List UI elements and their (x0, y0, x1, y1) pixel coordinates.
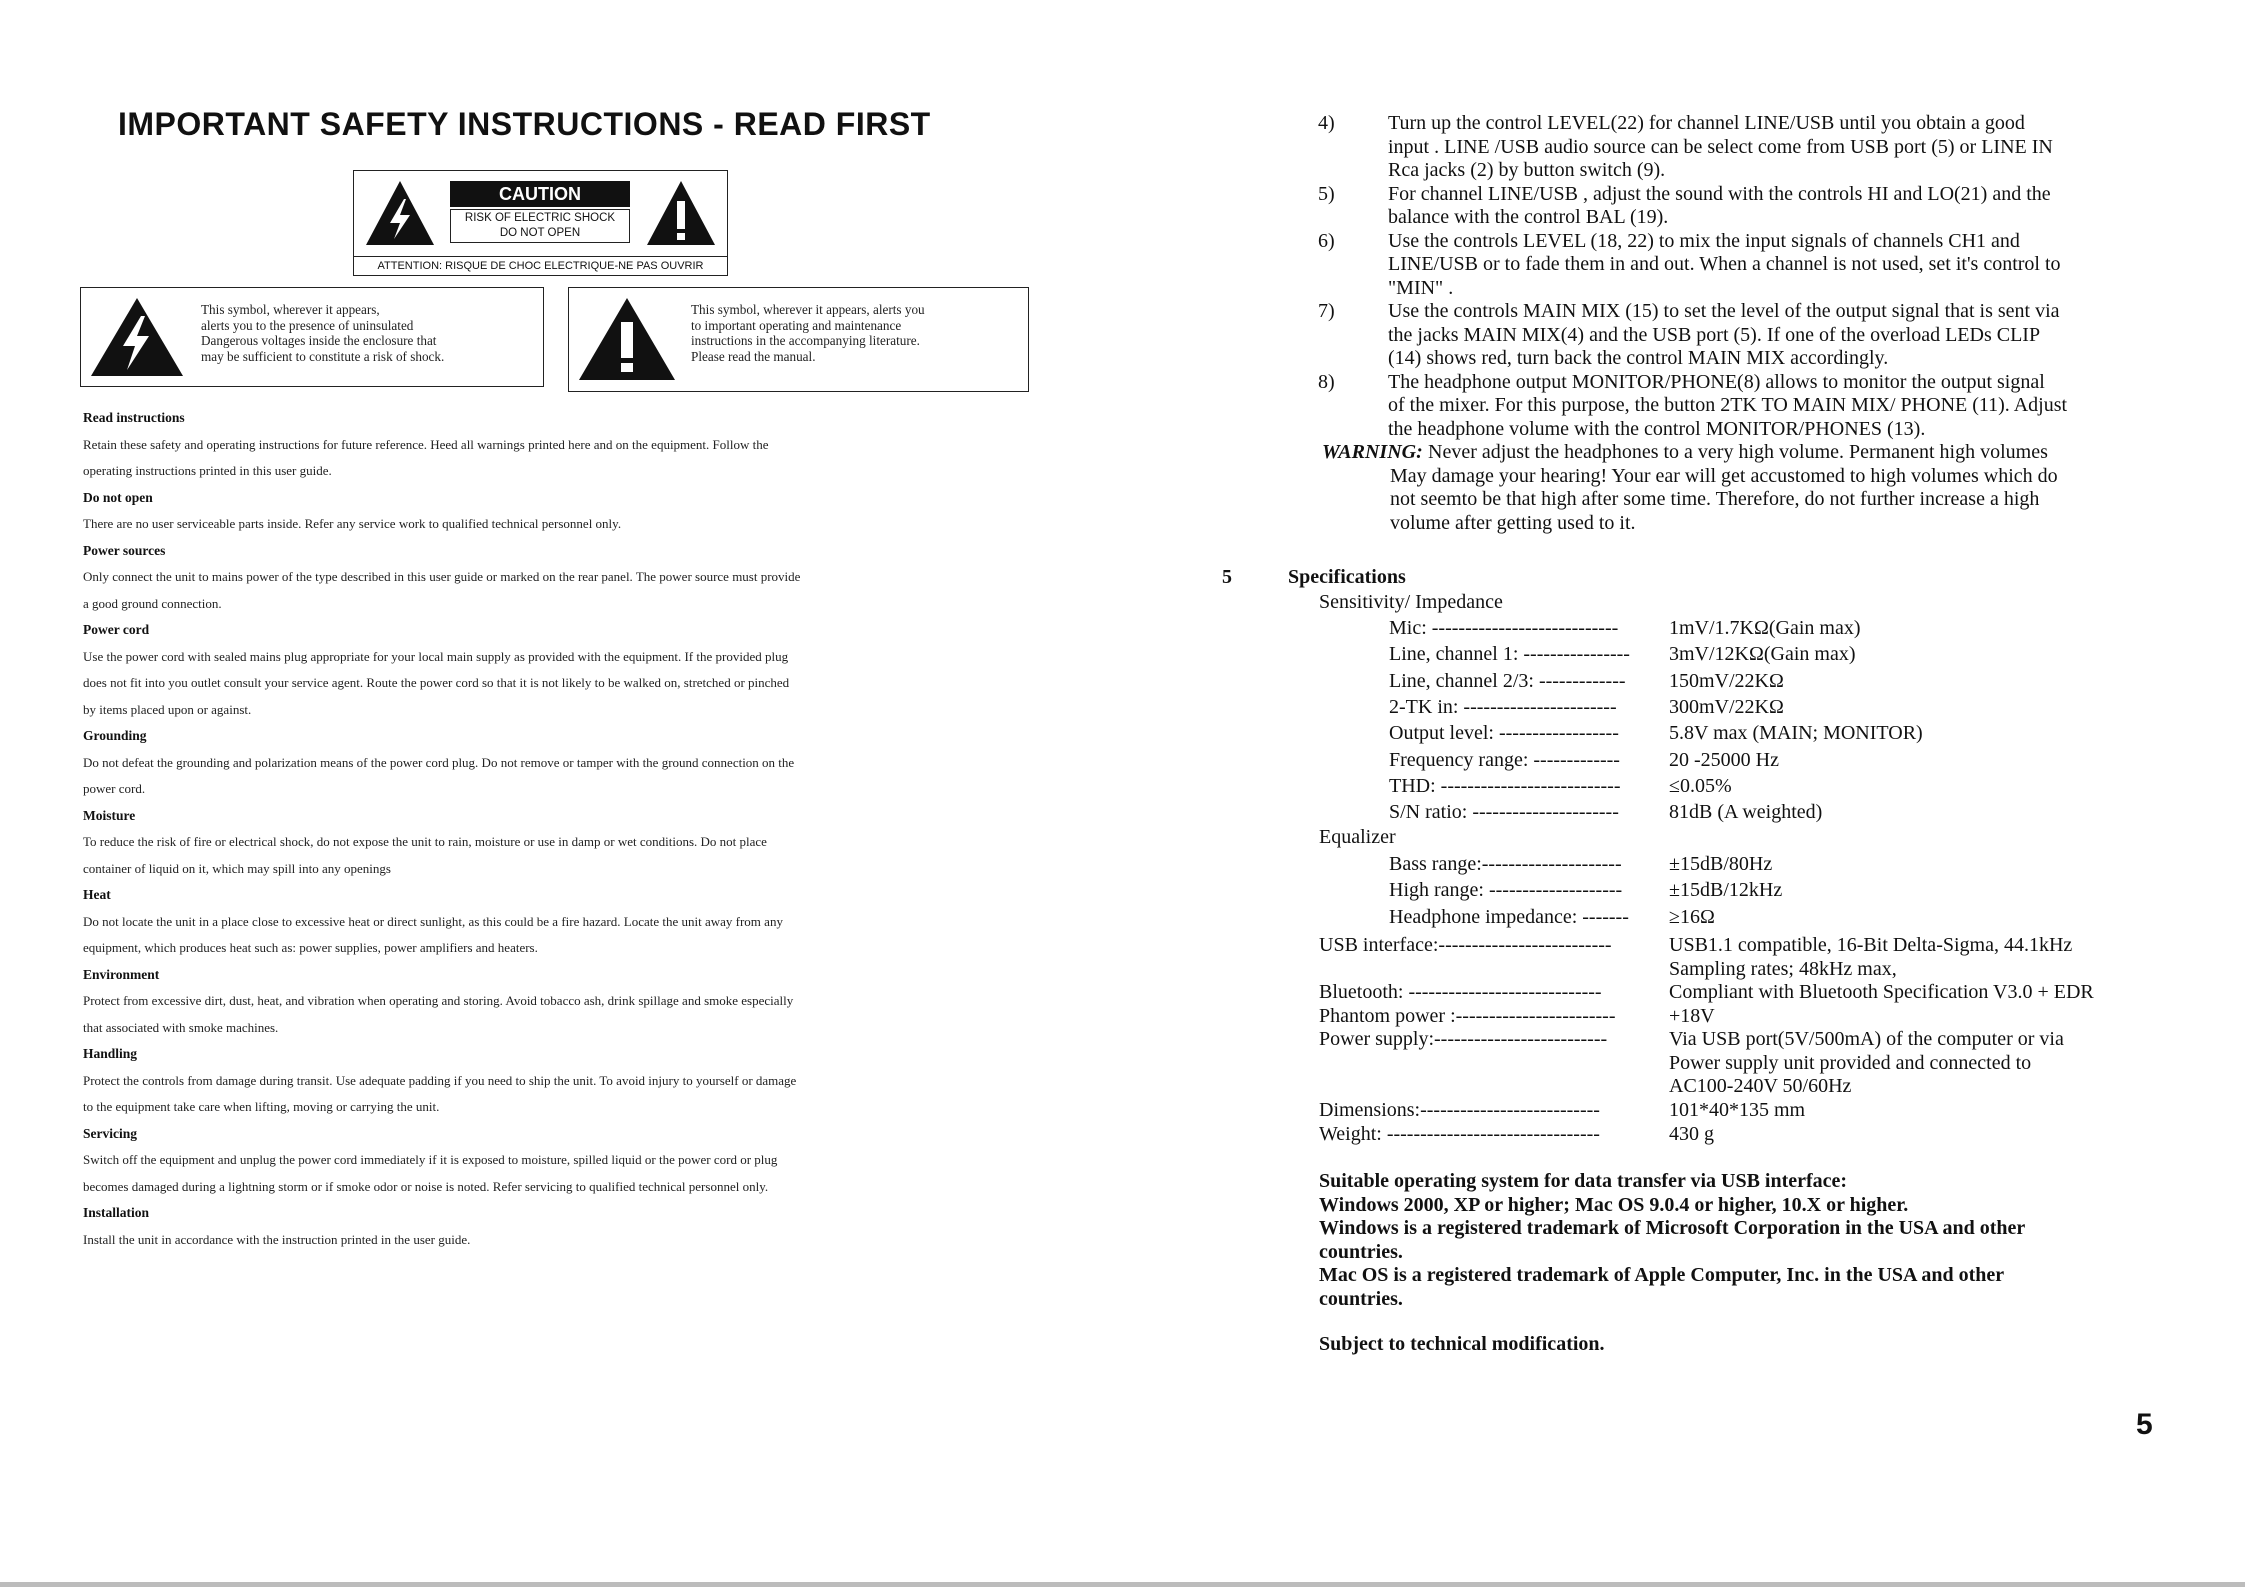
exclamation-symbol-explanation (568, 287, 1029, 392)
caution-heading: CAUTION (450, 181, 630, 207)
caution-risk-line: RISK OF ELECTRIC SHOCK (464, 212, 616, 224)
step-text-line: Use the controls MAIN MIX (15) to set the level of the output signal that is sent via (1388, 300, 2060, 322)
spec-value: ±15dB/12kHz (1669, 879, 1783, 902)
spec-label: Mic: ---------------------------- (1389, 617, 1619, 639)
spec-label: Line, channel 2/3: ------------- (1389, 669, 1626, 692)
spec-group-heading: Equalizer (1319, 826, 1396, 848)
os-note-line: Suitable operating system for data transfer via USB interface: (1319, 1170, 1848, 1192)
spec-label: S/N ratio: ---------------------- (1389, 801, 1619, 824)
safety-body-line: Protect from excessive dirt, dust, heat, and vibration when operating and storing. Avoid tobacco ash, drink spillage and smoke especially (83, 993, 794, 1008)
safety-body-line: Do not locate the unit in a place close to excessive heat or direct sunlight, as this could be a fire hazard. Locate the unit away from any (83, 913, 783, 929)
spec-value: Power supply unit provided and connected to (1669, 1051, 2032, 1074)
safety-heading: Heat (83, 887, 111, 902)
safety-body-line: does not fit into you outlet consult your service agent. Route the power cord so that it is not likely to be walked on, stretched or pinched (83, 675, 790, 690)
spec-label: High range: -------------------- (1389, 879, 1623, 902)
step-text-line: Turn up the control LEVEL(22) for channel LINE/USB until you obtain a good (1388, 112, 2025, 134)
step-number: 4) (1318, 112, 1335, 134)
spec-label: Line, channel 1: ---------------- (1389, 643, 1630, 666)
spec-label: Phantom power :------------------------ (1319, 1005, 1616, 1027)
spec-group-heading: Sensitivity/ Impedance (1319, 591, 1503, 613)
symbol-description-line: may be sufficient to constitute a risk of shock. (201, 348, 445, 364)
os-note-line: Windows 2000, XP or higher; Mac OS 9.0.4 or higher, 10.X or higher. (1319, 1193, 1909, 1216)
spec-label: USB interface:-------------------------- (1319, 934, 1612, 956)
step-item (1318, 230, 2178, 301)
section-title: Specifications (1288, 566, 1406, 588)
safety-body-line: Install the unit in accordance with the instruction printed in the user guide. (83, 1231, 471, 1247)
caution-risk-line: DO NOT OPEN (499, 227, 581, 239)
spec-value: ≥16Ω (1669, 905, 1715, 928)
warning-label: WARNING: (1322, 441, 1423, 463)
step-text-line: (14) shows red, turn back the control MAIN MIX accordingly. (1388, 347, 1889, 369)
safety-heading: Handling (83, 1046, 138, 1061)
os-note-line: Mac OS is a registered trademark of Apple Computer, Inc. in the USA and other (1319, 1264, 2005, 1287)
lightning-warning-icon (89, 296, 185, 378)
step-item (1318, 371, 2178, 442)
caution-attention-text: ATTENTION: RISQUE DE CHOC ELECTRIQUE-NE PAS OUVRIR (354, 256, 727, 275)
symbol-description (691, 302, 1016, 364)
step-text-line: of the mixer. For this purpose, the button 2TK TO MAIN MIX/ PHONE (11). Adjust (1388, 394, 2068, 416)
spec-label: Bluetooth: ----------------------------- (1319, 981, 1602, 1003)
step-text-line: input . LINE /USB audio source can be select come from USB port (5) or LINE IN (1388, 135, 2053, 158)
operating-system-notes (1319, 1170, 2199, 1312)
step-text-line: For channel LINE/USB , adjust the sound with the controls HI and LO(21) and the (1388, 182, 2051, 205)
step-item (1318, 183, 2178, 230)
safety-heading: Grounding (83, 728, 147, 743)
safety-heading: Power cord (83, 622, 150, 637)
spec-label: Weight: -------------------------------- (1319, 1123, 1600, 1145)
spec-value: 5.8V max (MAIN; MONITOR) (1669, 722, 1923, 745)
step-text-line: Use the controls LEVEL (18, 22) to mix the input signals of channels CH1 and (1388, 229, 2020, 252)
step-text-line: "MIN" . (1388, 276, 1454, 299)
safety-heading: Environment (83, 966, 160, 982)
safety-body-line: Retain these safety and operating instructions for future reference. Heed all warnings printed here and on the equipment. Follow the (83, 436, 769, 452)
safety-body-line: operating instructions printed in this user guide. (83, 463, 332, 478)
spec-value: 101*40*135 mm (1669, 1099, 1806, 1121)
warning-block (1318, 441, 2178, 535)
spec-value: Sampling rates; 48kHz max, (1669, 957, 1897, 980)
step-text-line: LINE/USB or to fade them in and out. When a channel is not used, set it's control to (1388, 253, 2061, 275)
spec-value: Via USB port(5V/500mA) of the computer or via (1669, 1028, 2064, 1050)
spec-label: 2-TK in: ----------------------- (1389, 695, 1617, 718)
safety-heading: Read instructions (83, 410, 185, 425)
spec-label: Bass range:--------------------- (1389, 853, 1622, 875)
safety-body-line: power cord. (83, 781, 146, 796)
safety-body-line: to the equipment take care when lifting, moving or carrying the unit. (83, 1099, 440, 1114)
exclamation-warning-icon (577, 296, 677, 382)
os-note-line: countries. (1319, 1240, 1403, 1263)
spec-value: 430 g (1669, 1123, 1714, 1145)
spec-value: 1mV/1.7KΩ(Gain max) (1669, 617, 1861, 639)
spec-value: Compliant with Bluetooth Specification V3.0 + EDR (1669, 981, 2094, 1003)
spec-value: 150mV/22KΩ (1669, 669, 1784, 692)
safety-body-line: a good ground connection. (83, 595, 222, 611)
caution-risk-text (450, 209, 630, 243)
lightning-symbol-explanation (80, 287, 544, 387)
safety-body-line: To reduce the risk of fire or electrical shock, do not expose the unit to rain, moisture or use in damp or wet conditions. Do not place (83, 834, 767, 849)
step-text (1388, 112, 2178, 183)
step-number: 8) (1318, 370, 1335, 393)
modification-notice: Subject to technical modification. (1319, 1333, 1605, 1355)
safety-body-line: container of liquid on it, which may spill into any openings (83, 860, 391, 876)
safety-body-line: Only connect the unit to mains power of the type described in this user guide or marked on the rear panel. The power source must provide (83, 569, 801, 584)
safety-body-line: that associated with smoke machines. (83, 1019, 279, 1035)
os-note-line: countries. (1319, 1287, 1403, 1310)
spec-value: AC100-240V 50/60Hz (1669, 1075, 1852, 1098)
safety-body-line: Protect the controls from damage during transit. Use adequate padding if you need to ship the unit. To avoid injury to yourself or damage (83, 1072, 797, 1088)
page-title: IMPORTANT SAFETY INSTRUCTIONS - READ FIRST (118, 106, 931, 142)
spec-label: Headphone impedance: ------- (1389, 905, 1629, 928)
safety-heading: Installation (83, 1205, 150, 1220)
warning-text-line: volume after getting used to it. (1390, 511, 1636, 534)
symbol-description-line: This symbol, wherever it appears, (201, 302, 380, 317)
warning-text-line: not seemto be that high after some time. Therefore, do not further increase a high (1390, 488, 2040, 510)
spec-value: USB1.1 compatible, 16-Bit Delta-Sigma, 44.1kHz (1669, 934, 2073, 956)
operating-steps (1318, 112, 2178, 535)
step-number: 7) (1318, 300, 1335, 322)
symbol-description-line: alerts you to the presence of uninsulated (201, 317, 414, 333)
symbol-description-line: Dangerous voltages inside the enclosure that (201, 333, 437, 348)
symbol-description-line: This symbol, wherever it appears, alerts you (691, 302, 925, 317)
step-number: 6) (1318, 229, 1335, 252)
safety-instructions-list (83, 405, 1043, 1253)
safety-body-line: Do not defeat the grounding and polarization means of the power cord plug. Do not remove or tamper with the ground connection on the (83, 754, 795, 770)
safety-body-line: becomes damaged during a lightning storm or if smoke odor or noise is noted. Refer servicing to qualified technical personnel only. (83, 1178, 769, 1194)
safety-body-line: by items placed upon or against. (83, 701, 252, 717)
spec-label: Frequency range: ------------- (1389, 748, 1620, 771)
step-item (1318, 300, 2178, 371)
spec-value: 300mV/22KΩ (1669, 695, 1784, 718)
safety-body-line: Switch off the equipment and unplug the power cord immediately if it is exposed to moisture, spilled liquid or the power cord or plug (83, 1152, 778, 1167)
step-text-line: Rca jacks (2) by button switch (9). (1388, 159, 1666, 181)
spec-label: Output level: ------------------ (1389, 722, 1619, 745)
step-number: 5) (1318, 182, 1335, 205)
safety-heading: Moisture (83, 807, 136, 823)
safety-heading: Servicing (83, 1125, 137, 1141)
step-text (1388, 300, 2178, 371)
spec-value: 20 -25000 Hz (1669, 748, 1779, 771)
exclamation-warning-icon (645, 177, 717, 249)
spec-value: 81dB (A weighted) (1669, 801, 1823, 824)
safety-heading: Power sources (83, 542, 166, 558)
spec-label: Power supply:-------------------------- (1319, 1028, 1608, 1050)
step-text-line: The headphone output MONITOR/PHONE(8) allows to monitor the output signal (1388, 370, 2045, 393)
section-number: 5 (1222, 566, 1232, 588)
step-text (1388, 371, 2178, 442)
warning-text-line: May damage your hearing! Your ear will get accustomed to high volumes which do (1390, 464, 2058, 487)
caution-label-box (353, 170, 728, 276)
spec-value: +18V (1669, 1005, 1715, 1027)
symbol-description-line: instructions in the accompanying literature. (691, 333, 920, 348)
step-text (1388, 230, 2178, 301)
step-text-line: the headphone volume with the control MONITOR/PHONES (13). (1388, 417, 1926, 440)
symbol-description (201, 302, 531, 364)
safety-body-line: equipment, which produces heat such as: power supplies, power amplifiers and heaters. (83, 940, 538, 955)
step-text (1388, 183, 2178, 230)
lightning-warning-icon (364, 177, 436, 249)
warning-text (1390, 441, 2178, 535)
spec-value: ±15dB/80Hz (1669, 853, 1773, 875)
safety-heading: Do not open (83, 489, 153, 505)
os-note-line: Windows is a registered trademark of Microsoft Corporation in the USA and other (1319, 1217, 2026, 1240)
page-number: 5 (2136, 1408, 2153, 1441)
symbol-description-line: to important operating and maintenance (691, 317, 902, 333)
spec-label: THD: --------------------------- (1389, 774, 1621, 797)
warning-text-line: Never adjust the headphones to a very high volume. Permanent high volumes (1428, 441, 2048, 463)
spec-value: ≤0.05% (1669, 774, 1732, 797)
step-item (1318, 112, 2178, 183)
bottom-rule (0, 1582, 2245, 1587)
spec-label: Dimensions:--------------------------- (1319, 1099, 1600, 1121)
step-text-line: balance with the control BAL (19). (1388, 206, 1669, 228)
safety-body-line: Use the power cord with sealed mains plug appropriate for your local main supply as provided with the equipment. If the provided plug (83, 648, 789, 664)
spec-value: 3mV/12KΩ(Gain max) (1669, 643, 1856, 666)
symbol-description-line: Please read the manual. (691, 348, 816, 364)
step-text-line: the jacks MAIN MIX(4) and the USB port (5). If one of the overload LEDs CLIP (1388, 323, 2041, 346)
safety-body-line: There are no user serviceable parts inside. Refer any service work to qualified technical personnel only. (83, 516, 622, 531)
